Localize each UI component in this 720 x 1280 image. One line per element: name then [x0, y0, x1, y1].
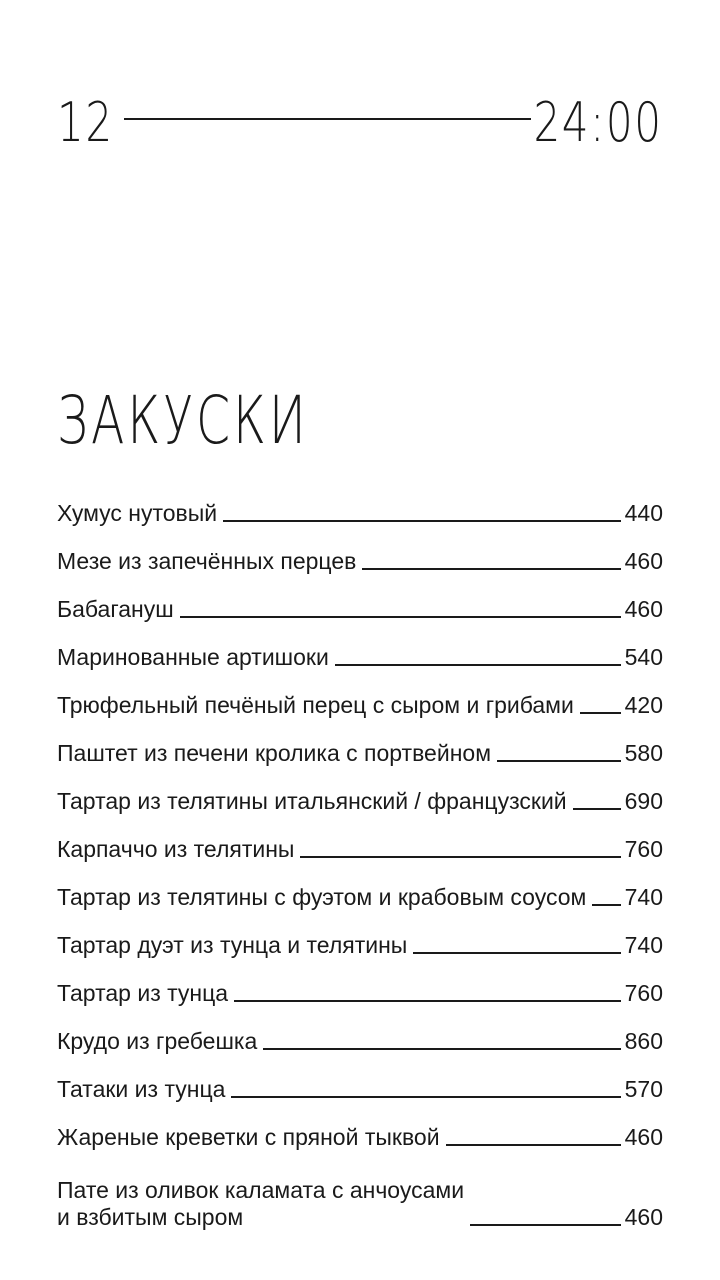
hours-start: 12	[57, 91, 114, 154]
menu-item	[57, 816, 663, 864]
menu-item	[57, 864, 663, 912]
dot-leader	[180, 616, 621, 618]
menu-item-price: 460	[624, 596, 663, 623]
dot-leader	[413, 952, 621, 954]
menu-list	[57, 480, 663, 1232]
menu-item-name: Тартар дуэт из тунца и телятины	[57, 932, 408, 959]
menu-item	[57, 720, 663, 768]
menu-item-price: 420	[624, 692, 663, 719]
dot-leader	[362, 568, 621, 570]
menu-item	[57, 672, 663, 720]
opening-hours	[57, 88, 663, 158]
menu-item-price: 460	[624, 1124, 663, 1151]
menu-item	[57, 1104, 663, 1152]
menu-item	[57, 1152, 663, 1232]
menu-item	[57, 528, 663, 576]
menu-item-price: 740	[624, 932, 663, 959]
menu-item-name: Тартар из тунца	[57, 980, 229, 1007]
menu-item	[57, 1056, 663, 1104]
dot-leader	[263, 1048, 621, 1050]
menu-item-name: Тартар из телятины итальянский / французский	[57, 788, 567, 815]
dot-leader	[580, 712, 621, 714]
menu-item-name: Паштет из печени кролика с портвейном	[57, 740, 492, 767]
menu-item-price: 690	[624, 788, 663, 815]
menu-item-price: 460	[624, 548, 663, 575]
hours-end: 24:00	[533, 91, 663, 154]
menu-item-name-line1: Пате из оливок каламата с анчоусами	[57, 1176, 465, 1203]
menu-item-price: 760	[624, 836, 663, 863]
menu-item-price: 860	[624, 1028, 663, 1055]
menu-item-name: Тартар из телятины с фуэтом и крабовым соусом	[57, 884, 587, 911]
dot-leader	[223, 520, 621, 522]
menu-item-name: Хумус нутовый	[57, 500, 218, 527]
menu-item-price: 570	[624, 1076, 663, 1103]
dot-leader	[497, 760, 621, 762]
dot-leader	[300, 856, 621, 858]
menu-item	[57, 912, 663, 960]
menu-item-name: Жареные креветки с пряной тыквой	[57, 1124, 440, 1151]
dot-leader	[335, 664, 621, 666]
menu-item	[57, 1008, 663, 1056]
menu-item-price: 740	[624, 884, 663, 911]
hours-divider	[124, 118, 532, 120]
menu-item-name: Трюфельный печёный перец с сыром и грибами	[57, 692, 574, 719]
dot-leader	[231, 1096, 621, 1098]
section-title: ЗАКУСКИ	[57, 382, 309, 459]
menu-item-name: Карпаччо из телятины	[57, 836, 295, 863]
menu-item	[57, 768, 663, 816]
dot-leader	[470, 1224, 621, 1226]
dot-leader	[234, 1000, 621, 1002]
menu-item	[57, 960, 663, 1008]
menu-item-price: 760	[624, 980, 663, 1007]
menu-item-name	[57, 1177, 464, 1232]
menu-item-name: Бабагануш	[57, 596, 174, 623]
menu-item-name: Мезе из запечённых перцев	[57, 548, 357, 575]
menu-item-price: 440	[624, 500, 663, 527]
menu-item-name-line2: и взбитым сыром	[57, 1204, 244, 1231]
menu-item-price: 540	[624, 644, 663, 671]
menu-item-price: 580	[624, 740, 663, 767]
dot-leader	[573, 808, 621, 810]
menu-item-name: Маринованные артишоки	[57, 644, 329, 671]
menu-item	[57, 480, 663, 528]
menu-item-price: 460	[624, 1204, 663, 1231]
dot-leader	[592, 904, 621, 906]
menu-item-name: Крудо из гребешка	[57, 1028, 258, 1055]
menu-item	[57, 624, 663, 672]
menu-item	[57, 576, 663, 624]
menu-item-name: Татаки из тунца	[57, 1076, 226, 1103]
dot-leader	[446, 1144, 621, 1146]
